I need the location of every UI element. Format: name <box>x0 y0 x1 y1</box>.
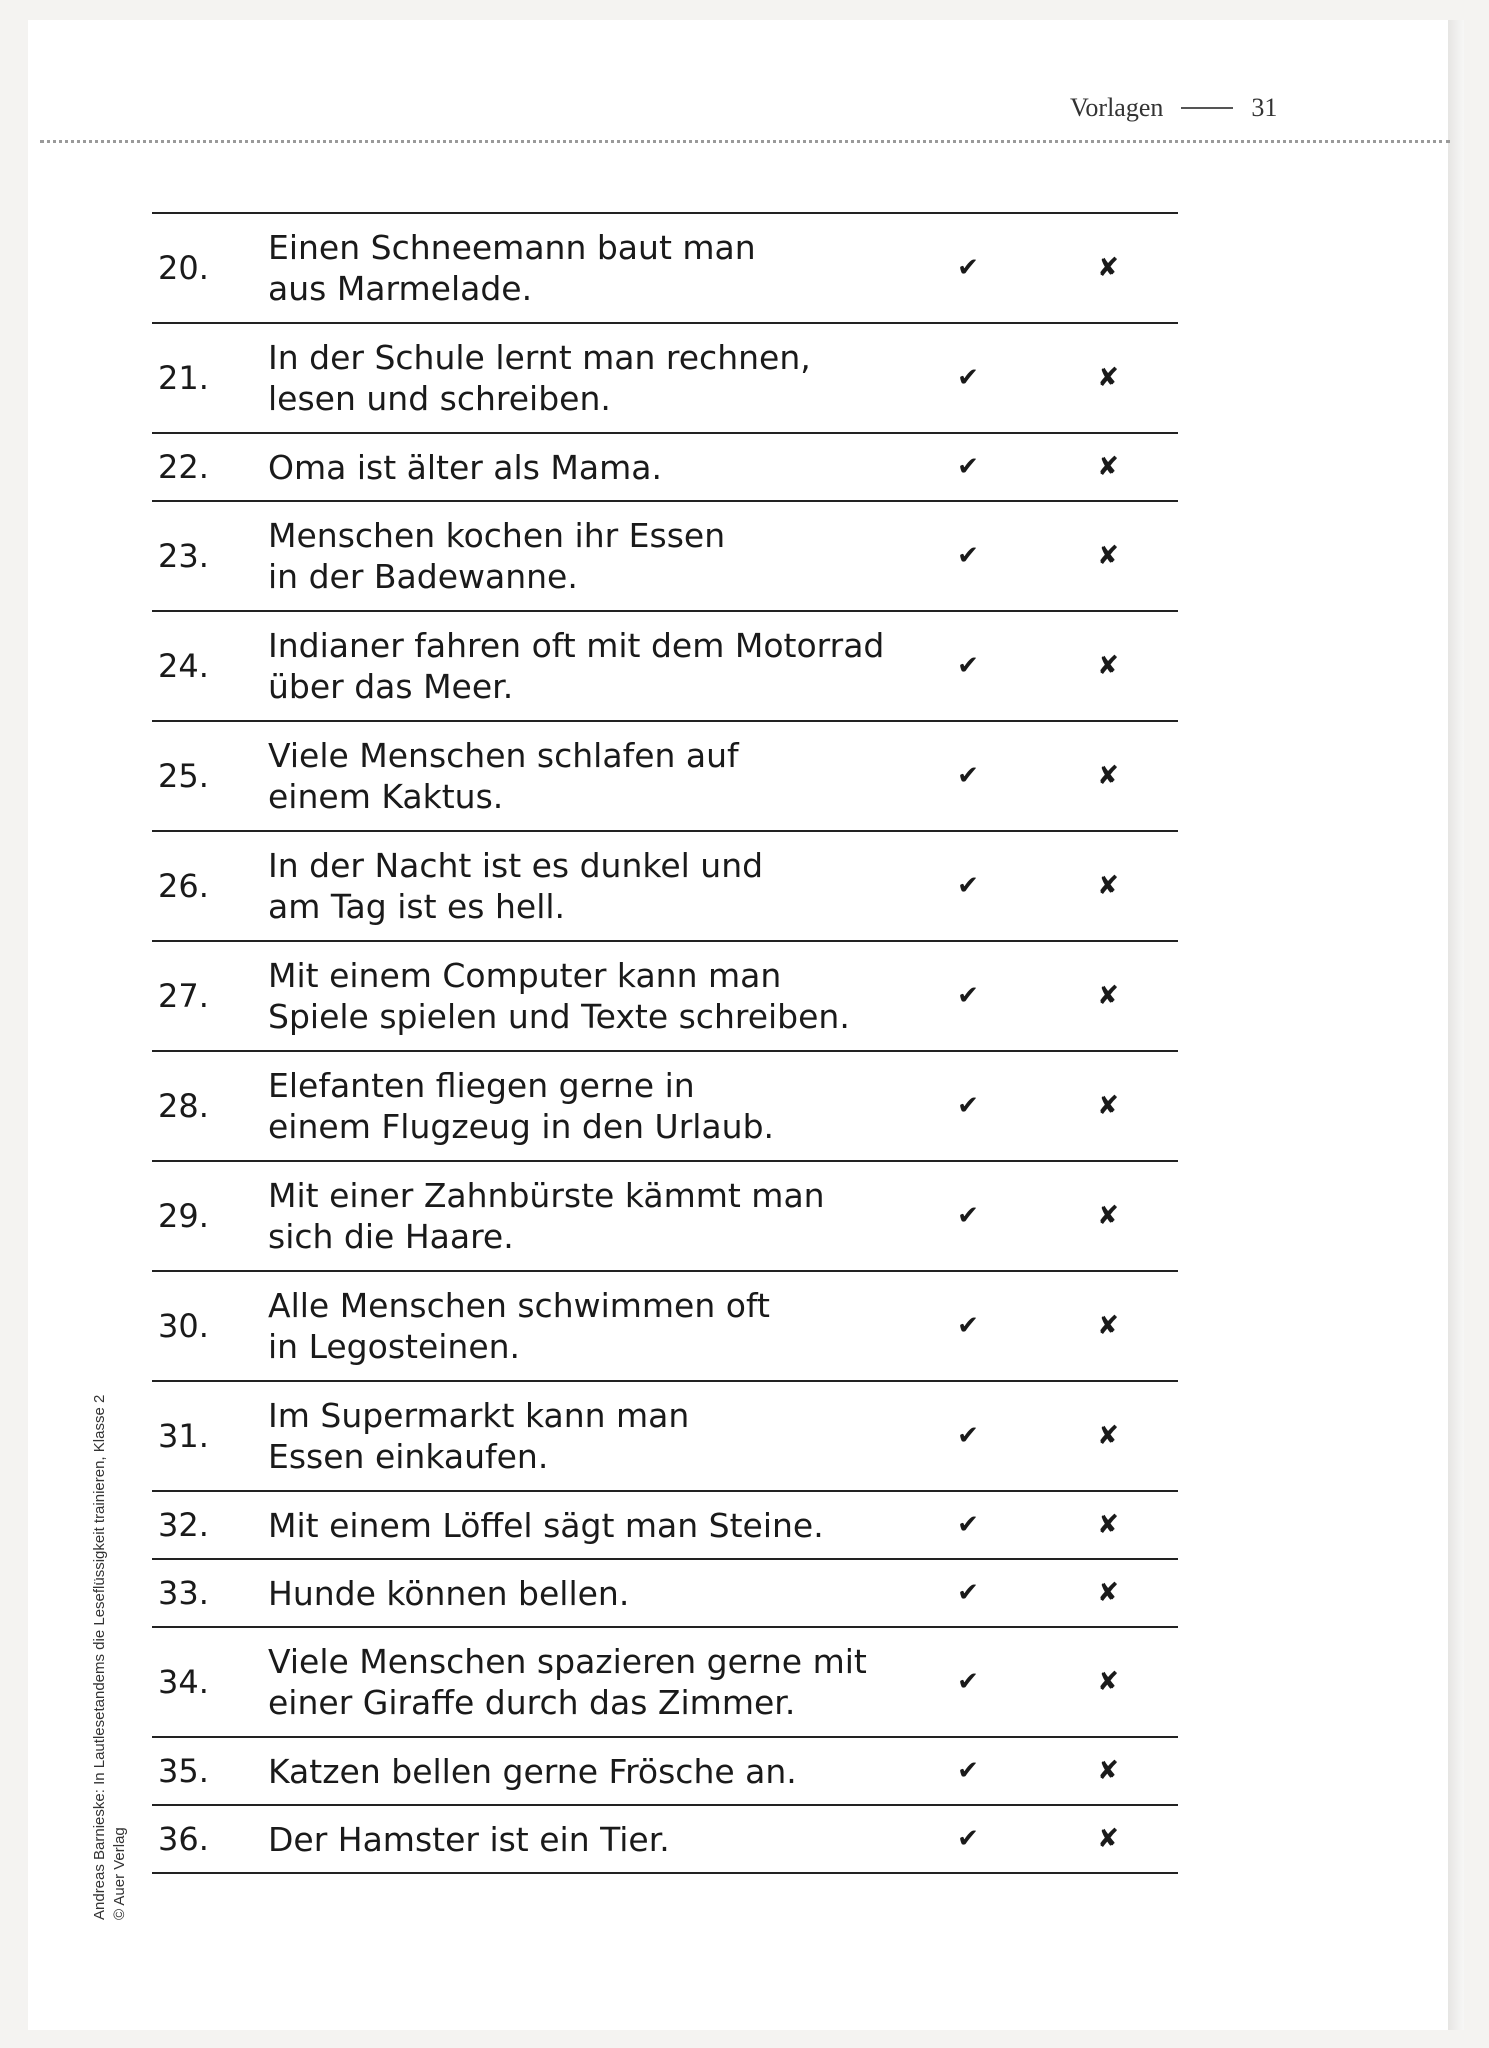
cross-mark-icon: ✘ <box>1097 363 1119 393</box>
statement-text: Indianer fahren oft mit dem Motorrad über das Meer. <box>268 626 885 706</box>
statement-text: Einen Schneemann baut man aus Marmelade. <box>268 228 756 308</box>
check-mark-icon: ✔ <box>957 981 979 1011</box>
statement-number: 31. <box>158 1417 209 1455</box>
statement-row <box>152 1806 1178 1874</box>
statement-text: Menschen kochen ihr Essen in der Badewanne. <box>268 516 726 596</box>
statement-row <box>152 502 1178 612</box>
statement-number: 34. <box>158 1663 209 1701</box>
statement-number: 26. <box>158 867 209 905</box>
side-credit <box>90 1395 130 1920</box>
cross-mark-icon: ✘ <box>1097 452 1119 482</box>
statement-row <box>152 1272 1178 1382</box>
statement-number: 30. <box>158 1307 209 1345</box>
statement-row <box>152 1560 1178 1628</box>
check-mark-icon: ✔ <box>957 1201 979 1231</box>
statement-row <box>152 1162 1178 1272</box>
cross-mark-icon: ✘ <box>1097 1311 1119 1341</box>
header-section: Vorlagen <box>1070 93 1164 122</box>
statement-row <box>152 1382 1178 1492</box>
statement-text: Alle Menschen schwimmen oft in Legosteinen. <box>268 1286 770 1366</box>
statement-number: 29. <box>158 1197 209 1235</box>
statement-row <box>152 1738 1178 1806</box>
statement-text: Mit einem Löffel sägt man Steine. <box>268 1505 824 1545</box>
page-edge-shadow <box>1448 20 1464 2030</box>
statement-number: 20. <box>158 249 209 287</box>
cross-mark-icon: ✘ <box>1097 651 1119 681</box>
cross-mark-icon: ✘ <box>1097 871 1119 901</box>
cross-mark-icon: ✘ <box>1097 761 1119 791</box>
check-mark-icon: ✔ <box>957 871 979 901</box>
statement-text: Viele Menschen schlafen auf einem Kaktus. <box>268 736 739 816</box>
side-credit-line2: © Auer Verlag <box>111 1827 128 1920</box>
check-mark-icon: ✔ <box>957 651 979 681</box>
statement-row <box>152 722 1178 832</box>
statement-number: 21. <box>158 359 209 397</box>
statement-number: 25. <box>158 757 209 795</box>
cross-mark-icon: ✘ <box>1097 1201 1119 1231</box>
statement-row <box>152 324 1178 434</box>
cross-mark-icon: ✘ <box>1097 541 1119 571</box>
check-mark-icon: ✔ <box>957 541 979 571</box>
statement-row <box>152 1628 1178 1738</box>
statement-number: 22. <box>158 448 209 486</box>
check-mark-icon: ✔ <box>957 253 979 283</box>
check-mark-icon: ✔ <box>957 363 979 393</box>
statement-text: In der Schule lernt man rechnen, lesen und schreiben. <box>268 338 811 418</box>
statement-text: Viele Menschen spazieren gerne mit einer Giraffe durch das Zimmer. <box>268 1642 867 1722</box>
statement-table <box>152 212 1178 1874</box>
statement-text: Elefanten fliegen gerne in einem Flugzeug in den Urlaub. <box>268 1066 775 1146</box>
statement-number: 36. <box>158 1820 209 1858</box>
header-dash <box>1181 107 1233 109</box>
statement-row <box>152 434 1178 502</box>
statement-text: In der Nacht ist es dunkel und am Tag ist es hell. <box>268 846 764 926</box>
check-mark-icon: ✔ <box>957 1091 979 1121</box>
statement-text: Im Supermarkt kann man Essen einkaufen. <box>268 1396 690 1476</box>
cross-mark-icon: ✘ <box>1097 1578 1119 1608</box>
statement-number: 32. <box>158 1506 209 1544</box>
statement-text: Katzen bellen gerne Frösche an. <box>268 1751 797 1791</box>
statement-text: Hunde können bellen. <box>268 1573 630 1613</box>
dotted-divider <box>40 140 1450 143</box>
check-mark-icon: ✔ <box>957 761 979 791</box>
check-mark-icon: ✔ <box>957 1421 979 1451</box>
cross-mark-icon: ✘ <box>1097 1091 1119 1121</box>
statement-number: 28. <box>158 1087 209 1125</box>
check-mark-icon: ✔ <box>957 1756 979 1786</box>
statement-row <box>152 942 1178 1052</box>
statement-row <box>152 612 1178 722</box>
statement-row <box>152 1492 1178 1560</box>
check-mark-icon: ✔ <box>957 1667 979 1697</box>
statement-number: 24. <box>158 647 209 685</box>
check-mark-icon: ✔ <box>957 1510 979 1540</box>
statement-row <box>152 214 1178 324</box>
statement-number: 23. <box>158 537 209 575</box>
statement-number: 35. <box>158 1752 209 1790</box>
cross-mark-icon: ✘ <box>1097 1667 1119 1697</box>
check-mark-icon: ✔ <box>957 1824 979 1854</box>
statement-text: Oma ist älter als Mama. <box>268 447 662 487</box>
side-credit-line1: Andreas Barnieske: In Lautlesetandems die Leseflüssigkeit trainieren, Klasse 2 <box>91 1394 108 1920</box>
cross-mark-icon: ✘ <box>1097 253 1119 283</box>
header-page-number: 31 <box>1251 93 1278 122</box>
check-mark-icon: ✔ <box>957 1578 979 1608</box>
statement-row <box>152 1052 1178 1162</box>
check-mark-icon: ✔ <box>957 1311 979 1341</box>
check-mark-icon: ✔ <box>957 452 979 482</box>
statement-number: 27. <box>158 977 209 1015</box>
statement-row <box>152 832 1178 942</box>
cross-mark-icon: ✘ <box>1097 1510 1119 1540</box>
cross-mark-icon: ✘ <box>1097 981 1119 1011</box>
statement-number: 33. <box>158 1574 209 1612</box>
cross-mark-icon: ✘ <box>1097 1421 1119 1451</box>
statement-text: Mit einer Zahnbürste kämmt man sich die Haare. <box>268 1176 825 1256</box>
statement-text: Der Hamster ist ein Tier. <box>268 1819 670 1859</box>
cross-mark-icon: ✘ <box>1097 1824 1119 1854</box>
page-header <box>1070 88 1310 128</box>
statement-text: Mit einem Computer kann man Spiele spielen und Texte schreiben. <box>268 956 850 1036</box>
cross-mark-icon: ✘ <box>1097 1756 1119 1786</box>
